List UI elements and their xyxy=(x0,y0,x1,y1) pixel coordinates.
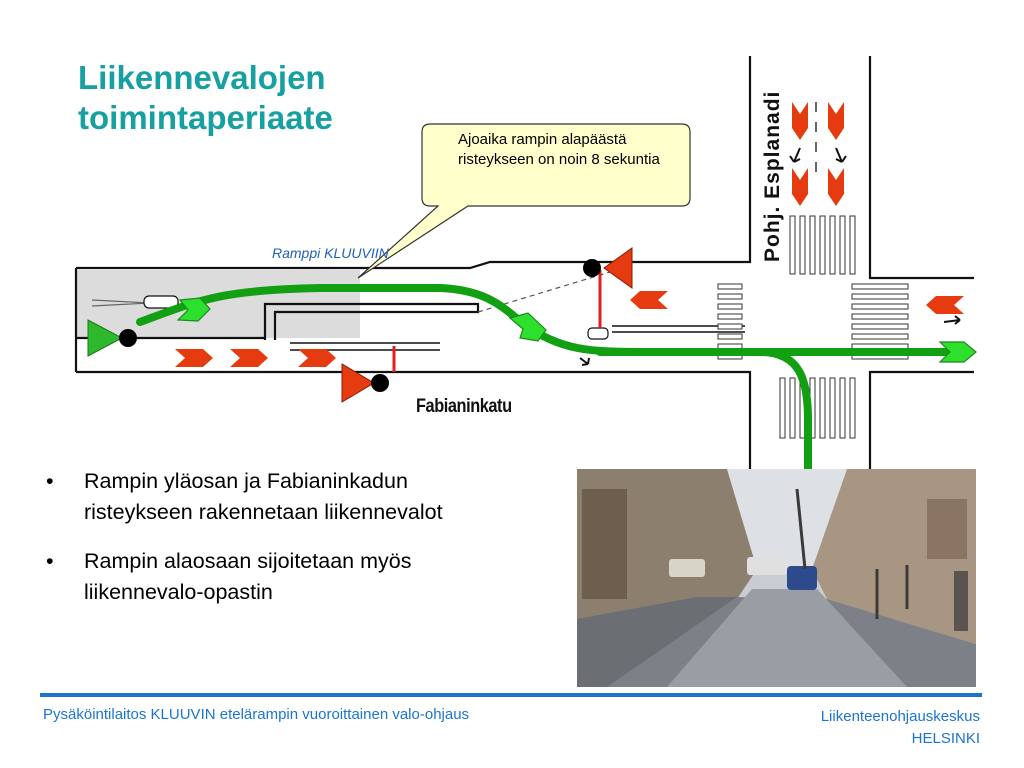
bullet-text: Rampin alaosaan sijoitetaan myös liikennevalo-opastin xyxy=(84,549,412,604)
signal-ramp-top xyxy=(583,248,632,328)
bullet-item xyxy=(46,546,466,608)
street-photo xyxy=(577,469,976,687)
street-label-fabianinkatu: Fabianinkatu xyxy=(416,396,512,417)
bullet-marker: • xyxy=(46,469,54,493)
crosswalk-west xyxy=(718,284,742,359)
ramp-label: Ramppi KLUUVIIN xyxy=(272,245,389,261)
slide-title-line-1: Liikennevalojen xyxy=(78,59,326,96)
bullet-item xyxy=(46,466,466,528)
footer-rule xyxy=(40,693,982,697)
bullet-list xyxy=(46,466,466,626)
footer-org: Liikenteenohjauskeskus xyxy=(820,708,980,725)
signal-fabianinkatu xyxy=(342,346,394,402)
bullet-text: Rampin yläosan ja Fabianinkadun risteykseen rakennetaan liikennevalot xyxy=(84,469,443,524)
footer-left-text: Pysäköintilaitos KLUUVIN etelärampin vuoroittainen valo-ohjaus xyxy=(43,706,470,723)
crosswalk-south xyxy=(780,378,855,438)
callout-text: Ajoaika rampin alapäästä risteykseen on noin 8 sekuntia xyxy=(458,131,660,168)
footer-right-text xyxy=(821,706,980,750)
footer-city: HELSINKI xyxy=(911,730,980,747)
street-label-esplanadi: Pohj. Esplanadi xyxy=(761,90,784,262)
bullet-marker: • xyxy=(46,549,54,573)
crosswalk-east xyxy=(852,284,908,359)
crosswalk-north xyxy=(790,216,855,274)
slide-title-line-2: toimintaperiaate xyxy=(78,99,333,136)
